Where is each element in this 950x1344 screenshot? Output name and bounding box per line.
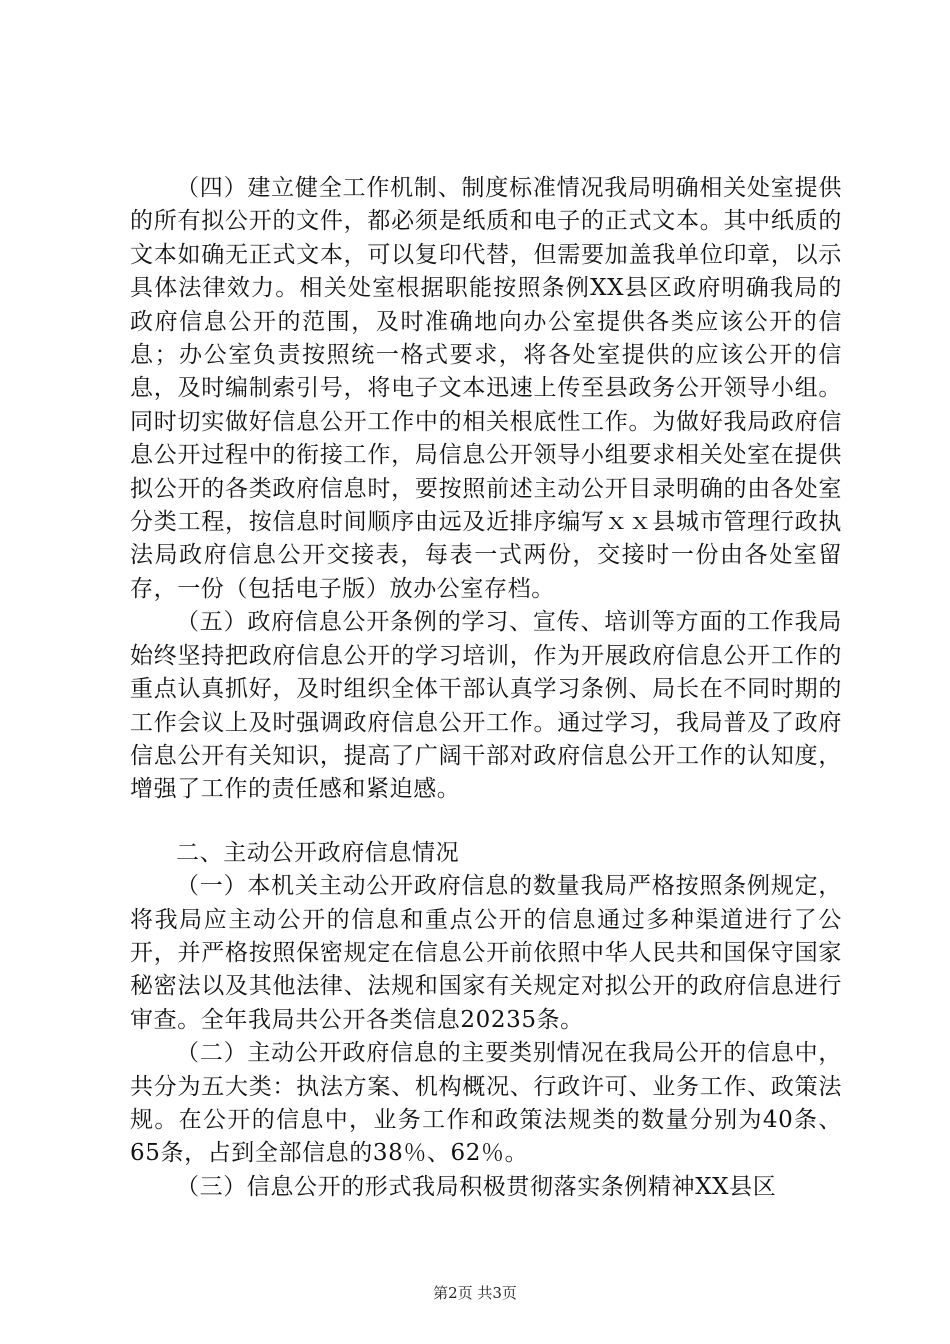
section-paragraph-three: （三）信息公开的形式我局积极贯彻落实条例精神XX县区 — [176, 1173, 777, 1200]
paragraph-four: （四）建立健全工作机制、制度标准情况我局明确相关处室提供的所有拟公开的文件，都必须是纸质和电子的正式文本。其中纸质的文本如确无正式文本，可以复印代替，但需要加盖我单位印章，以示具体法律效力。相关处室根据职能按照条例XX县区政府明确我局的政府信息公开的范围，及时准确地向办公室提供各类应该公开的信息；办公室负责按照统一格式要求，将各处室提供的应该公开的信息，及时编制索引号，将电子文本迅速上传至县政务公开领导小组。同时切实做好信息公开工作中的相关根底性工作。为做好我局政府信息公开过程中的衔接工作，局信息公开领导小组要求相关处室在提供拟公开的各类政府信息时，要按照前述主动公开目录明确的由各处室分类工程，按信息时间顺序由远及近排序编写ｘｘ县城市管理行政执法局政府信息公开交接表，每表一式两份，交接时一份由各处室留存，一份（包括电子版）放办公室存档。 — [130, 175, 842, 602]
page-footer: 第2页 共3页 — [433, 1284, 517, 1302]
document-body — [130, 172, 842, 1204]
section-paragraph-one: （一）本机关主动公开政府信息的数量我局严格按照条例规定，将我局应主动公开的信息和重点公开的信息通过多种渠道进行了公开，并严格按照保密规定在信息公开前依照中华人民共和国保守国家秘密法以及其他法律、法规和国家有关规定对拟公开的政府信息进行审查。全年我局共公开各类信息20235条。 — [130, 873, 842, 1033]
section-heading: 二、主动公开政府信息情况 — [176, 839, 460, 866]
paragraph-five: （五）政府信息公开条例的学习、宣传、培训等方面的工作我局始终坚持把政府信息公开的学习培训，作为开展政府信息公开工作的重点认真抓好，及时组织全体干部认真学习条例、局长在不同时期的工作会议上及时强调政府信息公开工作。通过学习，我局普及了政府信息公开有关知识，提高了广阔干部对政府信息公开工作的认知度，增强了工作的责任感和紧迫感。 — [130, 609, 842, 803]
section-paragraph-two: （二）主动公开政府信息的主要类别情况在我局公开的信息中，共分为五大类：执法方案、机构概况、行政许可、业务工作、政策法规。在公开的信息中，业务工作和政策法规类的数量分别为40条、65条，占到全部信息的38％、62％。 — [130, 1040, 842, 1167]
section-spacer — [130, 807, 842, 837]
